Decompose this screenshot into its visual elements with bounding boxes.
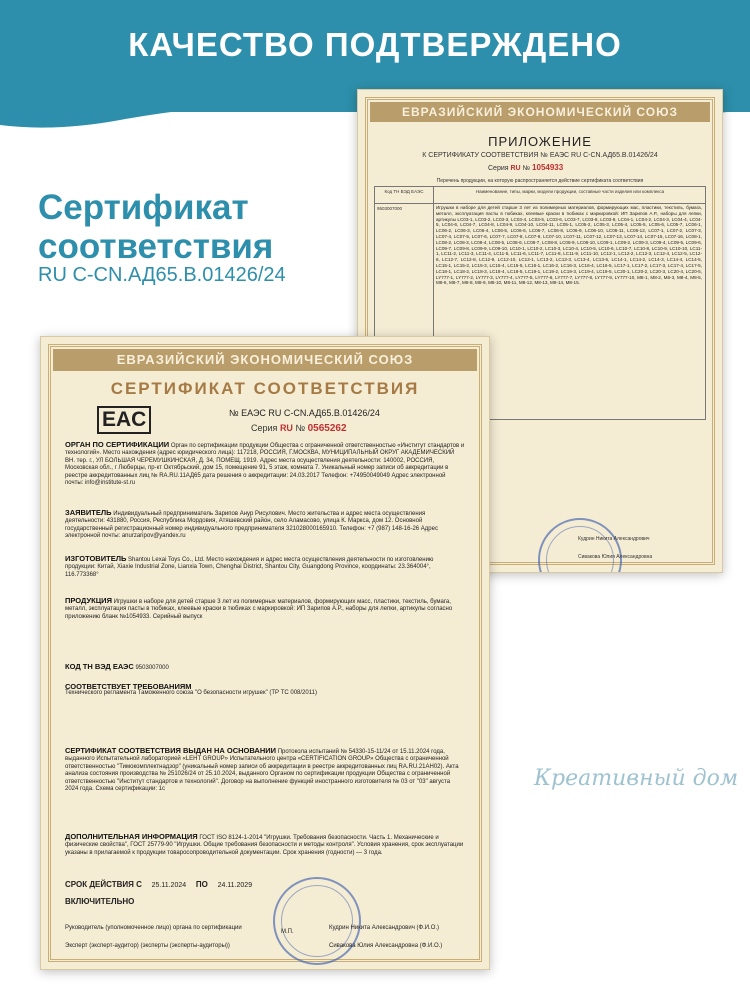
signer-1: Кудрин Никита Александрович (329, 925, 415, 931)
annex-series-num-label: № (522, 165, 531, 172)
basis-label: СЕРТИФИКАТ СООТВЕТСТВИЯ ВЫДАН НА ОСНОВАНИИ (65, 746, 277, 755)
organ-text: Орган по сертификации продукции Общества с ограниченной ответственностью «Институт стандартов и технологий». Место нахождения (адрес юридического лица): 117218, РОССИЯ, Г.МОСКВА, МУНИЦИПАЛЬНЫЙ ОКРУГ АКАДЕМИЧЕСКИЙ ВН. тер. г., УЛ БОЛЬШАЯ ЧЕРЕМУШКИНСКАЯ, Д. 34, ПОМЕЩ. 1919. Адрес места осуществления деятельности: 140002, РОССИЯ, Московская обл., г Люберцы, пр-кт Октябрьский, дом 15, помещение 91, 5 этаж, комната 7. Уникальный номер записи об аккредитации в реестре аккредитованных лиц № RA.RU.11АД65 дата решения о аккредитации: 24.03.2017 Телефон: +74950049049 Адрес электронной почты: info@institute-st.ru (65, 443, 465, 487)
valid-to: 24.11.2029 (217, 882, 253, 889)
product-text: Игрушки в наборе для детей старше 3 лет из полимерных материалов, формирующих масс, пластики, текстиль, бумага, металл, эксплуатация пасты в тюбиках, клеевые краски в тюбиках с маркировкой: ИП Зарипов А.Р., наборы для лепки, артикулы согласно приложению бланк №1054933. Серийный выпуск (65, 599, 453, 620)
applicant-text: Индивидуальный предприниматель Зарипов Анур Рисулович. Место жительства и адрес места осуществления деятельности: 431880, Россия, Республика Мордовия, Атяшевский район, село Аламасово, улица К. Маркса, дом 12. Основной государственный регистрационный номер индивидуального предпринимателя 321028000165910. Телефон: +7 (987) 148-16-26 Адрес электронной почты: anurzaripov@yandex.ru (65, 511, 438, 540)
seal-place: М.П. (281, 929, 294, 935)
product-label: ПРОДУКЦИЯ (65, 596, 112, 605)
section-applicant (65, 509, 465, 541)
valid-to-label: ПО (195, 880, 208, 889)
section-code (65, 663, 465, 672)
heading-line-2: соответствия (38, 227, 274, 266)
eac-logo: EAC (97, 406, 151, 434)
certificate-series-num-label: № (295, 423, 306, 433)
signer-2: Сивакова Юлия Александровна (329, 943, 419, 949)
annex-signatures (578, 530, 652, 566)
extra-text: ГОСТ ISO 8124-1-2014 "Игрушки. Требования безопасности. Часть 1. Механические и физические свойства", ГОСТ 25779-90 "Игрушки. Общие требования безопасности и методы контроля". Условия хранения, срок эксплуатации указаны в прилагаемой к продукции товаросопроводительной документации. Срок хранения (годности) — 3 года. (65, 835, 464, 856)
annex-col2-header: Наименование, типы, марки, модели продукции, составные части изделия или комплекса (475, 189, 665, 194)
annex-title: ПРИЛОЖЕНИЕ (488, 134, 592, 149)
certificate-series-label: Серия (251, 423, 278, 433)
section-maker (65, 555, 465, 579)
signature-labels (65, 919, 242, 955)
section-basis (65, 747, 465, 793)
certificate-series (251, 423, 347, 434)
section-extra (65, 833, 465, 857)
certificate-header: ЕВРАЗИЙСКИЙ ЭКОНОМИЧЕСКИЙ СОЮЗ (53, 349, 477, 371)
basis-text: Протокола испытаний № 54330-15-11/24 от 15.11.2024 года, выданного Испытательной лабораторией «LEHT GROUP» Испытательного центра «CERTIFICATION GROUP» Общества с ограниченной ответственностью "Тимокомплектнадзор" (уникальный номер записи об аккредитации в реестре аккредитованных лиц RA.RU.21АН02). Акта анализа состояния производства № 251026/24 от 25.10.2024, выданного Органом по сертификации продукции Общества с ограниченной ответственностью "Институт стандартов и технологий". Договор на выполнение функций иностранного изготовителя № 03 от "03" августа 2024 года. Схема сертификации: 1с (65, 749, 459, 793)
maker-text: Shantou Lexai Toys Co., Ltd. Место нахождения и адрес места осуществления деятельности по изготовлению продукции: Китай, Xiaxie Industrial Zone, Lianxia Town, Chenghai District, Shantou City, Guangdong Province, координаты: 23.364004°, 116.773368° (65, 557, 434, 578)
code-label: КОД ТН ВЭД ЕАЭС (65, 662, 134, 671)
certificate-title: СЕРТИФИКАТ СООТВЕТСТВИЯ (110, 379, 420, 398)
req-text: Технического регламента Таможенного союза "О безопасности игрушек" (ТР ТС 008/2011) (65, 690, 317, 697)
applicant-label: ЗАЯВИТЕЛЬ (65, 508, 112, 517)
section-organ (65, 441, 465, 487)
annex-code: 9503007000 (377, 206, 403, 211)
certificate-series-ru: RU (279, 423, 293, 433)
section-requirements (65, 683, 465, 698)
certificate-document (40, 336, 490, 970)
annex-signer-1: Кудрин Никита Александрович (578, 536, 650, 542)
annex-series-label: Серия (488, 165, 509, 172)
annex-signer-2: Сивакова Юлия Александровна (578, 554, 653, 560)
brand-logo: Креативный дом (534, 766, 739, 791)
req-label: СООТВЕТСТВУЕТ ТРЕБОВАНИЯМ (65, 682, 192, 691)
certificate-heading (38, 188, 273, 266)
banner-title: КАЧЕСТВО ПОДТВЕРЖДЕНО (128, 26, 622, 63)
expert-label: Эксперт (эксперт-аудитор) (эксперты (эксперты-аудиторы)) (65, 943, 230, 949)
certificate-frame (48, 344, 482, 962)
annex-col1-header: Код ТН ВЭД ЕАЭС (384, 189, 424, 194)
valid-from-label: СРОК ДЕЙСТВИЯ С (65, 880, 142, 889)
valid-inclusive: ВКЛЮЧИТЕЛЬНО (65, 897, 135, 906)
valid-from: 25.11.2024 (151, 882, 187, 889)
validity-dates (65, 877, 252, 911)
certificate-number: RU C-CN.АД65.В.01426/24 (38, 264, 286, 286)
annex-series-number: 1054933 (532, 163, 564, 172)
section-product (65, 597, 465, 621)
organ-label: ОРГАН ПО СЕРТИФИКАЦИИ (65, 440, 170, 449)
heading-line-1: Сертификат (38, 188, 249, 227)
annex-product-list: Игрушки в наборе для детей старше 3 лет из полимерных материалов, формирующих мас, пластики, текстиль, бумага, металл, эксплуатация пасты в тюбиках, клеевые краски в тюбиках с маркировкой: ИП Зарипов А.Р., наборы для лепки, артикулы LC03-1, LC03-2, LC03-3, LC03-4, LC03-5, LC03-6, LC03-7, LC03-8, LC03-9, LC04-1, LC04-2, LC04-3, LC04-4, LC04-5, LC04-6, LC04-7, LC04-8, LC04-9, LC04-10, LC04-11, LC05-1, LC05-2, LC05-3, LC05-4, LC05-5, LC05-6, LC05-7, LC06-1, LC06-2, LC06-3, LC06-4, LC06-5, LC06-6, LC06-7, LC06-8, LC06-9, LC06-10, LC06-11, LC06-12, LC07-1, LC07-2, LC07-3, LC07-4, LC07-5, LC07-6, LC07-7, LC07-8, LC07-9, LC07-10, LC07-11, LC07-12, LC07-13, LC07-14, LC07-15, LC07-16, LC08-1, LC08-2, LC08-3, LC08-4, LC08-5, LC08-6, LC08-7, LC08-8, LC08-9, LC08-10, LC09-1, LC09-2, LC09-3, LC09-4, LC09-5, LC09-6, LC09-7, LC09-8, LC09-9, LC09-10, LC10-1, LC10-2, LC10-3, LC10-4, LC10-5, LC10-6, LC10-7, LC10-8, LC10-9, LC10-10, LC11-1, LC11-2, LC11-3, LC11-4, LC11-5, LC11-6, LC11-7, LC11-8, LC11-9, LC11-10, LC12-1, LC12-2, LC12-3, LC12-4, LC12-5, LC12-6, LC12-7, LC12-8, LC12-9, LC12-10, LC13-1, LC13-2, LC13-3, LC13-4, LC13-5, LC14-1, LC14-2, LC14-3, LC14-4, LC14-5, LC15-1, LC15-2, LC15-3, LC15-4, LC15-5, LC16-1, LC16-2, LC16-3, LC16-4, LC16-5, LC17-1, LC17-2, LC17-3, LC17-4, LC17-5, LC18-1, LC18-2, LC18-3, LC18-4, LC18-5, LC19-1, LC19-2, LC19-3, LC19-4, LC19-5, LC20-1, LC20-2, LC20-3, LC20-4, LC20-5, LY777-1, LY777-2, LY777-3, LY777-4, LY777-5, LY777-6, LY777-7, LY777-8, LY777-9, LY777-10, M8-1, M8-2, M8-3, M8-4, M8-5, M8-6, M8-7, M8-8, M8-9, M8-10, M8-11, M8-12, M8-13, M8-14, M8-15. (436, 205, 702, 286)
annex-intro: Перечень продукции, на которую распространяется действие сертификата соответствия (436, 178, 644, 184)
signer-names (329, 919, 442, 955)
certificate-doc-number: № ЕАЭС RU C-CN.АД65.В.01426/24 (229, 408, 380, 418)
certificate-series-number: 0565262 (307, 423, 347, 434)
signer-1-note: (Ф.И.О.) (416, 925, 440, 931)
code-value: 9503007000 (135, 665, 169, 671)
annex-series-ru: RU (510, 165, 521, 172)
annex-subtitle: К СЕРТИФИКАТУ СООТВЕТСТВИЯ № ЕАЭС RU C-CN.АД65.В.01426/24 (422, 152, 658, 159)
head-label: Руководитель (уполномоченное лицо) органа по сертификации (65, 925, 242, 931)
signer-2-note: (Ф.И.О.) (419, 943, 443, 949)
extra-label: ДОПОЛНИТЕЛЬНАЯ ИНФОРМАЦИЯ (65, 832, 198, 841)
annex-series (488, 163, 563, 172)
annex-header: ЕВРАЗИЙСКИЙ ЭКОНОМИЧЕСКИЙ СОЮЗ (370, 102, 710, 122)
maker-label: ИЗГОТОВИТЕЛЬ (65, 554, 127, 563)
